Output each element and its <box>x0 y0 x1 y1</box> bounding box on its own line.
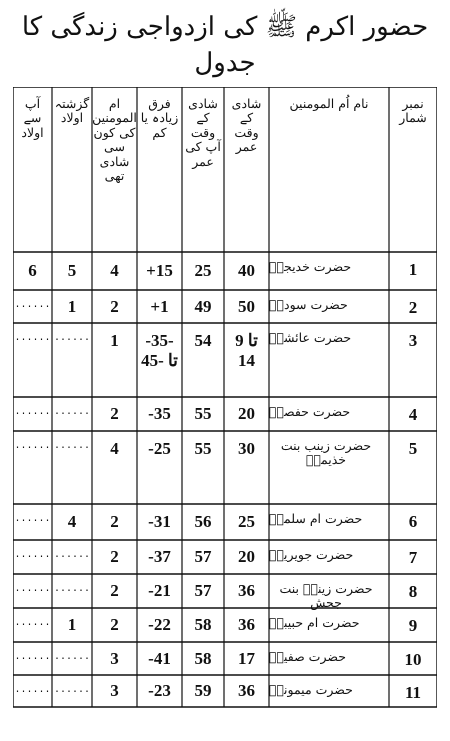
row-7-name: حضرت جویریہؓ <box>269 547 354 562</box>
row-7-prophet-age: 57 <box>194 547 212 567</box>
row-2-prophet-age: 49 <box>194 296 212 316</box>
row-11-children-with-him: ...... <box>14 685 51 696</box>
header-prev-children: گزشتہ اولاد <box>54 96 90 126</box>
row-11-difference: -23 <box>148 681 171 701</box>
row-10-serial: 10 <box>404 650 422 669</box>
row-6-children-with-him: ...... <box>14 514 51 525</box>
row-9-name: حضرت ام حبیبہؓ <box>269 615 360 630</box>
row-7-serial: 7 <box>408 548 418 567</box>
row-2-name: حضرت سودہؓ <box>269 297 348 312</box>
row-4-wife-age: 20 <box>238 404 255 424</box>
row-1-difference: +15 <box>146 261 173 281</box>
header-children-with-him: آپ سے اولاد <box>21 96 44 140</box>
row-5-children-with-him: ...... <box>14 441 51 452</box>
row-8-prev-children: ...... <box>53 584 90 595</box>
row-4-difference: -35 <box>148 404 171 424</box>
row-3-difference: -35- تا -45 <box>141 331 178 370</box>
row-6-name: حضرت ام سلمہؓ <box>269 511 363 526</box>
row-7-marriage-no: 2 <box>110 547 119 567</box>
row-3-prophet-age: 54 <box>194 331 212 350</box>
row-7-wife-age: 20 <box>238 547 255 567</box>
page-title: حضور اکرم ﷺ کی ازدواجی زندگی کا جدول <box>21 12 429 78</box>
row-1-children-with-him: 6 <box>28 261 37 281</box>
header-difference: فرق زیادہ یا کم <box>140 96 179 140</box>
row-7-prev-children: ...... <box>53 550 90 561</box>
row-9-prophet-age: 58 <box>194 615 212 635</box>
row-9-marriage-no: 2 <box>110 615 119 635</box>
row-9-wife-age: 36 <box>238 615 255 635</box>
row-8-wife-age: 36 <box>238 581 255 601</box>
row-5-difference: -25 <box>148 439 171 458</box>
row-6-marriage-no: 2 <box>110 512 119 532</box>
row-10-marriage-no: 3 <box>110 648 119 668</box>
row-9-prev-children: 1 <box>67 615 77 635</box>
row-8-difference: -21 <box>148 581 171 601</box>
row-10-children-with-him: ...... <box>14 652 51 663</box>
row-7-children-with-him: ...... <box>14 550 51 561</box>
row-6-serial: 6 <box>408 512 418 531</box>
row-10-difference: -41 <box>148 648 171 668</box>
row-5-prev-children: ...... <box>53 441 90 452</box>
row-9-difference: -22 <box>148 615 171 635</box>
row-4-marriage-no: 2 <box>110 404 119 424</box>
row-3-wife-age: 9 تا 14 <box>235 331 258 370</box>
row-8-marriage-no: 2 <box>110 581 119 601</box>
row-3-marriage-no: 1 <box>110 331 119 350</box>
row-5-wife-age: 30 <box>238 439 255 458</box>
row-8-serial: 8 <box>408 582 418 601</box>
row-10-prophet-age: 58 <box>194 648 212 668</box>
row-5-prophet-age: 55 <box>194 439 212 458</box>
row-11-name: حضرت میمونہؓ <box>269 682 353 697</box>
row-7-difference: -37 <box>148 547 171 567</box>
row-5-name: حضرت زینب بنت خذیمہؓ <box>280 438 372 468</box>
row-4-children-with-him: ...... <box>14 407 51 418</box>
row-6-difference: -31 <box>148 512 171 532</box>
row-2-serial: 2 <box>408 298 418 317</box>
header-marriage-no: ام المومنین کی کون سی شادی تھی <box>92 96 137 183</box>
header-prophet-age: شادی کے وقت آپ کی عمر <box>185 96 221 169</box>
row-4-serial: 4 <box>408 405 418 424</box>
row-1-name: حضرت خدیجہؓ <box>269 259 352 274</box>
row-11-prophet-age: 59 <box>194 681 212 701</box>
row-5-serial: 5 <box>408 439 418 458</box>
row-2-wife-age: 50 <box>238 296 255 316</box>
row-10-name: حضرت صفیہؓ <box>269 649 346 664</box>
header-serial: نمبر شمار <box>399 96 427 126</box>
row-4-prev-children: ...... <box>53 407 90 418</box>
row-11-prev-children: ...... <box>53 685 90 696</box>
row-8-prophet-age: 57 <box>194 581 212 601</box>
row-8-children-with-him: ...... <box>14 584 51 595</box>
row-10-wife-age: 17 <box>238 648 255 668</box>
row-3-serial: 3 <box>408 331 418 350</box>
row-11-wife-age: 36 <box>238 681 255 701</box>
row-1-prophet-age: 25 <box>194 261 212 281</box>
row-8-name: حضرت زینبؓ بنت جحش <box>279 581 373 611</box>
row-10-prev-children: ...... <box>53 652 90 663</box>
row-1-prev-children: 5 <box>67 261 77 281</box>
row-3-children-with-him: ...... <box>14 333 51 344</box>
row-6-prev-children: 4 <box>67 512 77 532</box>
row-6-prophet-age: 56 <box>194 512 212 532</box>
row-6-wife-age: 25 <box>238 512 255 532</box>
row-4-name: حضرت حفصہؓ <box>269 404 351 419</box>
row-2-children-with-him: ...... <box>14 300 51 311</box>
row-11-marriage-no: 3 <box>110 681 119 701</box>
row-4-prophet-age: 55 <box>194 404 212 424</box>
row-1-serial: 1 <box>408 260 418 279</box>
row-9-serial: 9 <box>408 616 418 635</box>
row-2-marriage-no: 2 <box>110 296 119 316</box>
row-3-prev-children: ...... <box>53 333 90 344</box>
header-name: نام اُم المومنین <box>289 96 369 111</box>
row-2-prev-children: 1 <box>67 296 77 316</box>
row-1-wife-age: 40 <box>238 261 255 281</box>
row-5-marriage-no: 4 <box>110 439 119 458</box>
row-1-marriage-no: 4 <box>110 261 119 281</box>
row-9-children-with-him: ...... <box>14 618 51 629</box>
row-11-serial: 11 <box>404 683 422 702</box>
row-3-name: حضرت عائشہؓ <box>269 330 352 345</box>
header-wife-age: شادی کے وقت عمر <box>231 96 262 155</box>
row-2-difference: +1 <box>150 296 169 316</box>
marriage-table <box>13 87 437 727</box>
